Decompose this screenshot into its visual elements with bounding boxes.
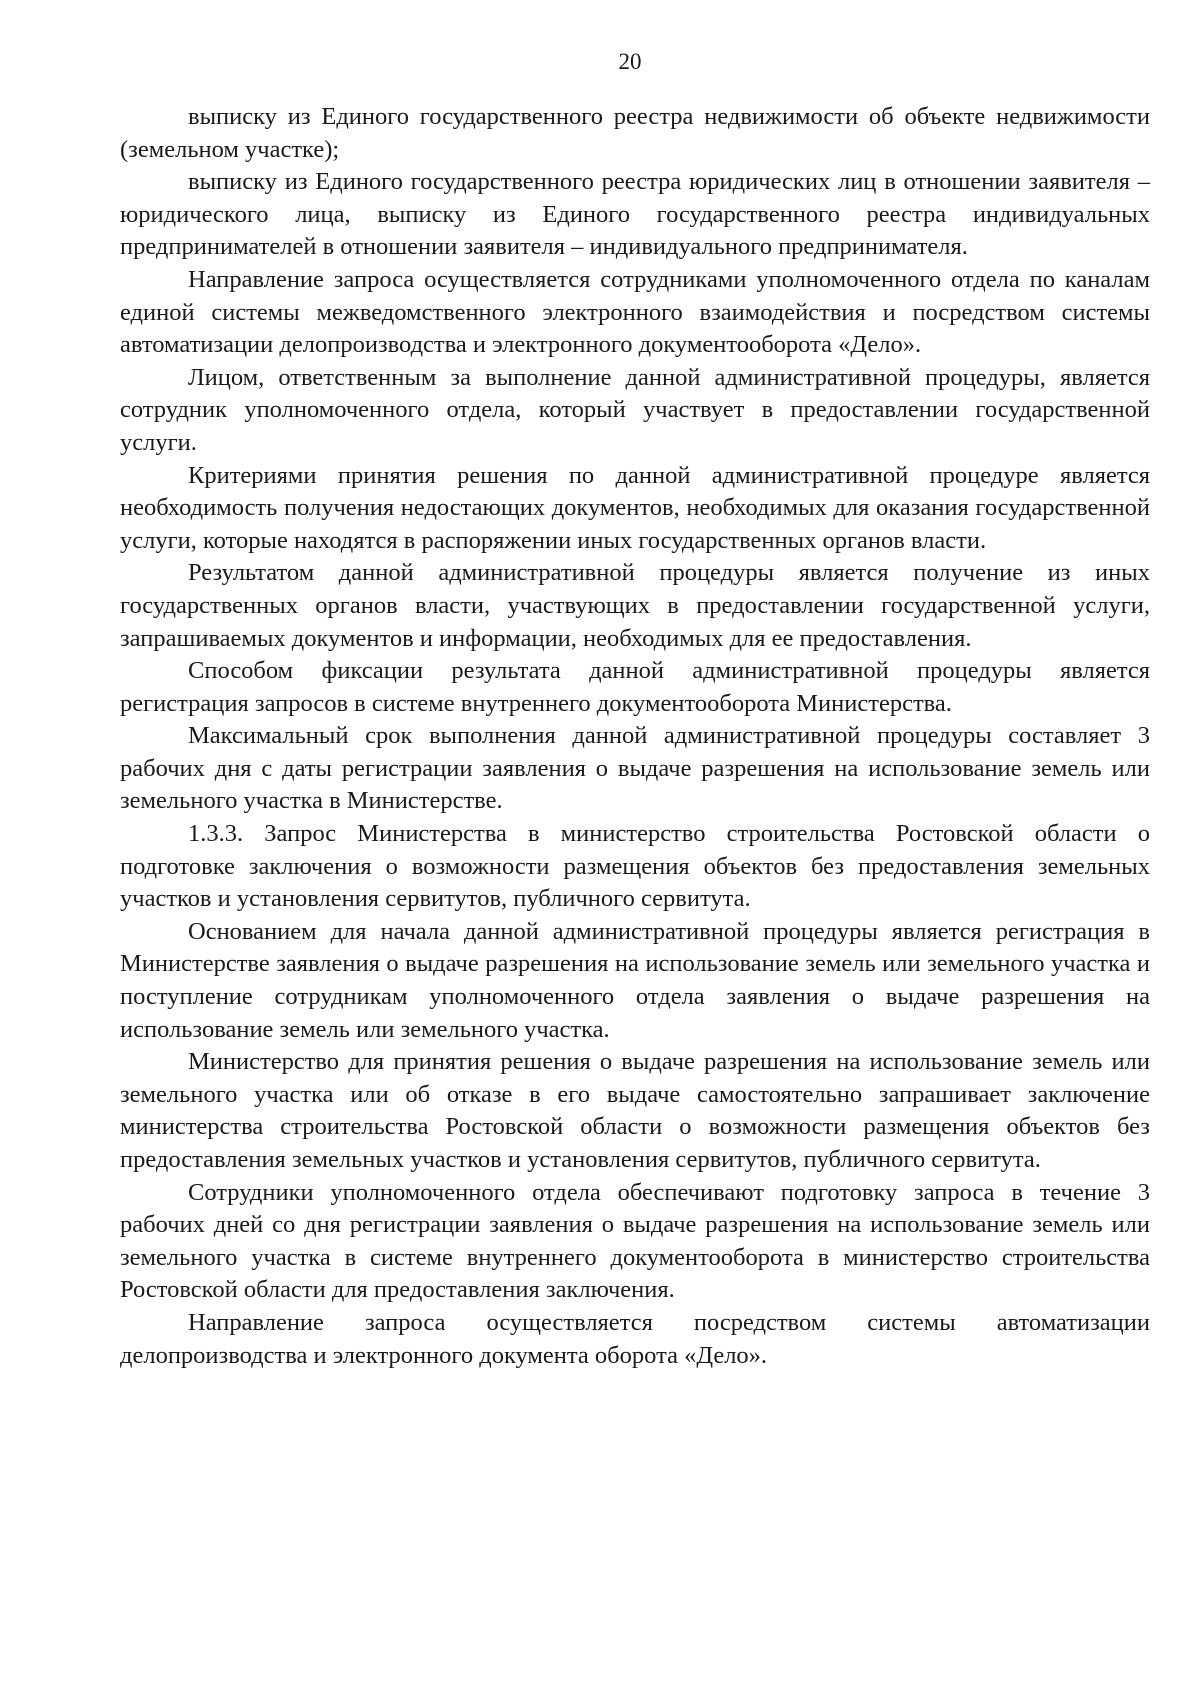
paragraph: Результатом данной административной процедуры является получение из иных государственных органов власти, участвующих в предоставлении государственной услуги, запрашиваемых документов и информации, необходимых для ее предоставления. — [120, 559, 1150, 652]
page-number: 20 — [618, 49, 642, 74]
paragraph: Основанием для начала данной административной процедуры является регистрация в Министерстве заявления о выдаче разрешения на использование земель или земельного участка и поступление сотрудникам уполномоченного отдела заявления о выдаче разрешения на использование земель или земельного участка. — [120, 917, 1150, 1043]
paragraph: выписку из Единого государственного реестра юридических лиц в отношении заявителя – юридического лица, выписку из Единого государственного реестра индивидуальных предпринимателей в отношении заявителя – индивидуального предпринимателя. — [120, 168, 1150, 261]
section-heading-paragraph: 1.3.3. Запрос Министерства в министерство строительства Ростовской области о подготовке заключения о возможности размещения объектов без предоставления земельных участков и установления сервитутов, публичного сервитута. — [120, 820, 1150, 913]
paragraph: Министерство для принятия решения о выдаче разрешения на использование земель или земельного участка или об отказе в его выдаче самостоятельно запрашивает заключение министерства строительства Ростовской области о возможности размещения объектов без предоставления земельных участков и установления сервитутов, публичного сервитута. — [120, 1048, 1150, 1173]
paragraph: Способом фиксации результата данной административной процедуры является регистрация запросов в системе внутреннего документооборота Министерства. — [120, 657, 1150, 717]
paragraph: Направление запроса осуществляется посредством системы автоматизации делопроизводства и электронного документа оборота «Дело». — [120, 1308, 1150, 1369]
paragraph: Максимальный срок выполнения данной административной процедуры составляет 3 рабочих дня с даты регистрации заявления о выдаче разрешения на использование земель или земельного участка в Министерстве. — [120, 722, 1150, 815]
paragraph: Направление запроса осуществляется сотрудниками уполномоченного отдела по каналам единой системы межведомственного электронного взаимодействия и посредством системы автоматизации делопроизводства и электронного документооборота «Дело». — [120, 265, 1150, 359]
paragraph: Лицом, ответственным за выполнение данной административной процедуры, является сотрудник уполномоченного отдела, который участвует в предоставлении государственной услуги. — [120, 363, 1150, 456]
paragraph: Сотрудники уполномоченного отдела обеспечивают подготовку запроса в течение 3 рабочих дней со дня регистрации заявления о выдаче разрешения на использование земель или земельного участка в системе внутреннего документооборота в министерство строительства Ростовской области для предоставления заключения. — [120, 1178, 1150, 1304]
paragraph: Критериями принятия решения по данной административной процедуре является необходимость получения недостающих документов, необходимых для оказания государственной услуги, которые находятся в распоряжении иных государственных органов власти. — [120, 461, 1150, 554]
paragraph: выписку из Единого государственного реестра недвижимости об объекте недвижимости (земельном участке); — [120, 103, 1150, 163]
document-body — [120, 101, 1150, 1372]
